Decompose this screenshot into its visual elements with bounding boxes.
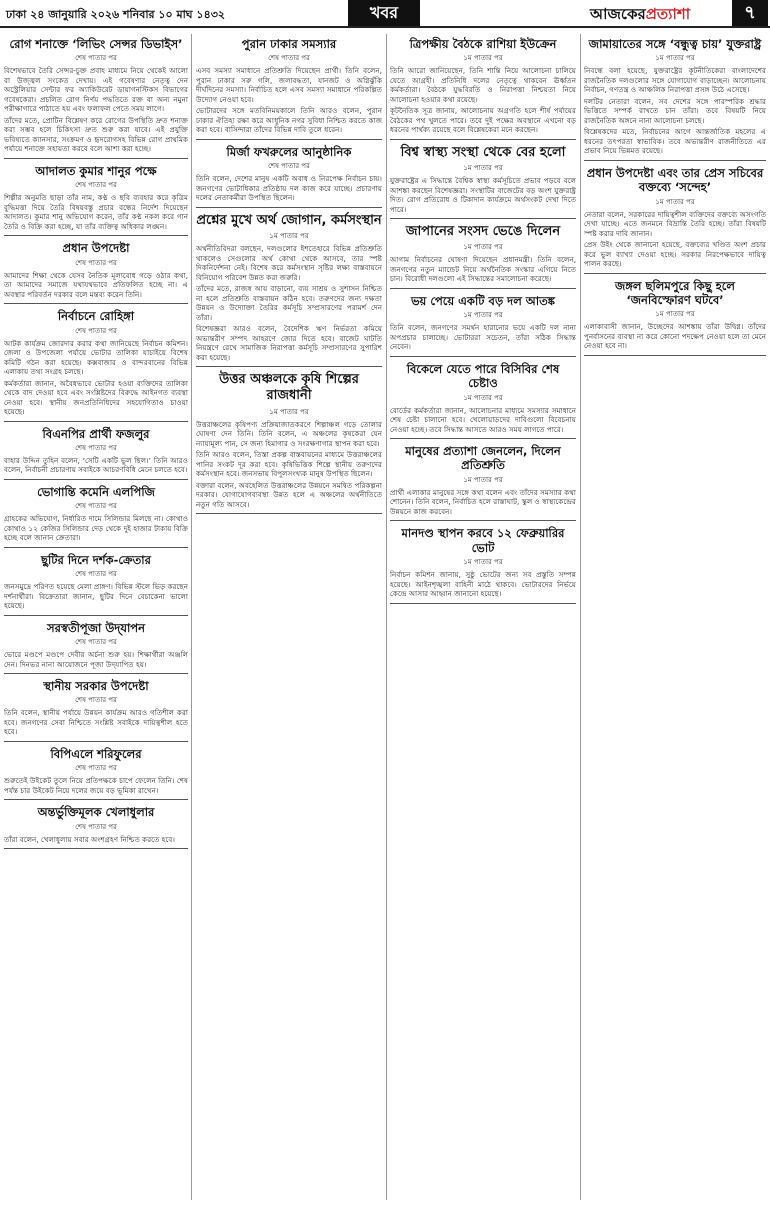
article-continuation-note: শেষ পাতার পর: [75, 570, 117, 579]
article-body: [196, 174, 382, 203]
article-paragraph: উত্তরাঞ্চলের কৃষিপণ্য প্রক্রিয়াজাতকরণে শিল্পাঞ্চল গড়ে তোলার ঘোষণা দেন তিনি। তিনি বলেন, এ অঞ্চলের কৃষকেরা যেন ন্যায্যমূল্য পান, সে জন্য হিমাগার ও সংরক্ষণাগার স্থাপন করা হবে।: [196, 419, 382, 448]
article-continuation-note: ১ম পাতার পর: [463, 393, 503, 402]
article-paragraph: আমাদের শিক্ষা থেকে যেসব নৈতিক মূল্যবোধ গড়ে ওঠার কথা, তা আমাদের সমাজে যথাযথভাবে প্রতিফলিত হচ্ছে না। এ অবস্থার পরিবর্তন দরকার বলে মন্তব্য করেন তিনি।: [4, 270, 188, 299]
article-body: [196, 244, 382, 362]
column-divider: [580, 34, 581, 1200]
article-headline: পুরান ঢাকার সমস্যার: [241, 37, 337, 51]
article-body: [390, 176, 576, 214]
article-divider: [390, 139, 576, 140]
article-headline: বিশ্ব স্বাস্থ্য সংস্থা থেকে বের হলো: [400, 144, 566, 160]
article-paragraph: কূটনৈতিক সূত্র জানায়, আলোচনায় অগ্রগতি হলে শীর্ষ পর্যায়ের বৈঠকের পথ খুলতে পারে। তবে দুই পক্ষের অবস্থানে এখনো বড় ধরনের পার্থক্য রয়েছে বলে বিশ্লেষকেরা মনে করছেন।: [390, 106, 576, 135]
article-body: [4, 456, 188, 475]
article: [4, 621, 188, 674]
column-3: [390, 34, 576, 1202]
article-paragraph: তিনি আরও বলেন, তিস্তা প্রকল্প বাস্তবায়নের মাধ্যমে উত্তরাঞ্চলের পানির সংকট দূর করা হবে। কৃষিভিত্তিক শিল্পে স্থানীয় তরুণদের কর্মসংস্থান হবে। জনসভায় বিপুলসংখ্যক মানুষ উপস্থিত ছিলেন।: [196, 450, 382, 478]
article-divider: [390, 288, 576, 289]
article: [584, 37, 766, 161]
article: [196, 372, 382, 514]
article-paragraph: কর্মকর্তারা জানান, অবৈধভাবে ভোটার হওয়া ব্যক্তিদের তালিকা থেকে বাদ দেওয়া হবে এবং সংশ্লিষ্টদের বিরুদ্ধে আইনগত ব্যবস্থা নেওয়া হবে। স্থানীয় জনপ্রতিনিধিদের সহযোগিতাও চাওয়া হয়েছে।: [4, 378, 188, 416]
article: [4, 747, 188, 800]
article-body: [4, 582, 188, 611]
article-paragraph: জনসমুদ্রে পরিণত হয়েছে মেলা প্রাঙ্গণ। বিভিন্ন স্টলে ভিড় করছেন দর্শনার্থীরা। বিক্রেতারা জানান, ছুটির দিনে বেচাকেনা ভালো হয়েছে।: [4, 582, 188, 611]
article-headline: বিকেলে যেতে পারে বিসিবির শেষ চেষ্টাও: [406, 361, 560, 391]
section-label: খবর: [348, 0, 420, 26]
article-paragraph: প্রার্থী এলাকার মানুষের সঙ্গে কথা বলেন এবং তাঁদের সমস্যার কথা শোনেন। তিনি বলেন, নির্বাচিত হলে রাস্তাঘাট, স্কুল ও স্বাস্থ্যকেন্দ্রের উন্নয়নে কাজ করবেন।: [390, 487, 576, 516]
article-headline: জাপানের সংসদ ভেঙে দিলেন: [405, 224, 561, 240]
article-headline: আদালত কুমার শানুর পক্ষে: [35, 163, 157, 178]
article-headline: মানুষের প্রত্যাশা জেনলেন, দিলেন প্রতিশ্রুতি: [405, 444, 561, 473]
article-continuation-note: শেষ পাতার পর: [75, 54, 117, 63]
article-paragraph: তিনি বলেন, জনগণের সমর্থন হারানোর ভয়ে একটি দল নানা অপপ্রচার চালাচ্ছে। ভোটাররা সচেতন, তাঁরা সঠিক সিদ্ধান্ত নেবেন।: [390, 323, 576, 352]
article-paragraph: প্রেস উইং থেকে জানানো হয়েছে, বক্তব্যের খণ্ডিত অংশ প্রচার করে ভুল ব্যাখ্যা দেওয়া হচ্ছে। সরকার নিরপেক্ষভাবে দায়িত্ব পালন করছে।: [584, 240, 766, 269]
article-paragraph: তিনি বলেন, দেশের মানুষ একটি অবাধ ও নিরপেক্ষ নির্বাচন চায়। জনগণের ভোটাধিকার প্রতিষ্ঠায় দল কাজ করে যাচ্ছে। প্রচারণায় দলের নেতাকর্মীরা উপস্থিত ছিলেন।: [196, 174, 382, 203]
article-paragraph: তিনি আরো জানিয়েছেন, তিনি শান্তি নিয়ে আলোচনা চালিয়ে যেতে আগ্রহী। প্রতিনিধি দলের নেতৃত্বে থাকবেন ঊর্ধ্বতন কর্মকর্তারা। বৈঠকে যুদ্ধবিরতি ও নিরাপত্তা নিশ্চয়তা নিয়ে আলোচনা হওয়ার কথা রয়েছে।: [390, 66, 576, 104]
article: [4, 164, 188, 236]
article: [390, 362, 576, 439]
article: [4, 553, 188, 616]
article-continuation-note: শেষ পাতার পর: [268, 54, 310, 63]
article-paragraph: তাঁদের মতে, রাজস্ব আয় বাড়ানো, ব্যয় সাশ্রয় ও সুশাসন নিশ্চিত না হলে প্রতিশ্রুতি বাস্তবায়ন কঠিন হবে। তরুণদের জন্য দক্ষতা উন্নয়ন ও উদ্যোক্তা তৈরির কর্মসূচি সম্প্রসারণের পরামর্শ দেন তাঁরা।: [196, 284, 382, 322]
article-paragraph: শিল্পীর অনুমতি ছাড়া তাঁর নাম, কণ্ঠ ও ছবি ব্যবহার করে কৃত্রিম বুদ্ধিমত্তা দিয়ে তৈরি বিষয়বস্তু প্রচার বন্ধের নির্দেশ দিয়েছেন আদালত। কুমার শানু অভিযোগ করেন, তাঁর কণ্ঠ নকল করে গান তৈরি ও বিক্রি করা হচ্ছে, যা তাঁর ব্যক্তিত্ব অধিকার লঙ্ঘন।: [4, 193, 188, 231]
article-divider: [390, 218, 576, 219]
article-body: [584, 66, 766, 156]
article-divider: [196, 366, 382, 367]
article-paragraph: দলটির নেতারা বলেন, সব দেশের সঙ্গে পারস্পরিক শ্রদ্ধার ভিত্তিতে সম্পর্ক রাখতে চান তাঁরা। তবে বিষয়টি নিয়ে রাজনৈতিক অঙ্গনে নানা আলোচনা চলছে।: [584, 96, 766, 125]
article-continuation-note: ১ম পাতার পর: [463, 558, 503, 566]
article-paragraph: বিশেষভাবে তৈরি সেন্সর-চুক্ত প্রবাহ মাধ্যমে নিয়ে থেকেই আলো বা উজ্জ্বল সংকেত দেখায়। এই গবেষণার নেতৃত্ব দেন অস্ট্রেলিয়ার সেন্টার ফর অ্যাকিউরেট ডায়াগনস্টিকস বিভাগের গবেষকেরা। প্রচলিত রোগ নির্ণয় পদ্ধতিতে রক্ত বা অন্য নমুনা পরীক্ষাগারে পাঠাতে হয় এবং ফলাফল পেতে সময় লাগে।: [4, 66, 188, 114]
article-continuation-note: শেষ পাতার পর: [75, 326, 117, 335]
article-paragraph: বিশেষজ্ঞরা আরও বলেন, বৈদেশিক ঋণ নির্ভরতা কমিয়ে অভ্যন্তরীণ সম্পদ আহরণে জোর দিতে হবে। বাজেট ঘাটতি নিয়ন্ত্রণে রেখে সামাজিক নিরাপত্তা কর্মসূচি সম্প্রসারণের সুপারিশ করা হয়েছে।: [196, 324, 382, 362]
article-body: [4, 66, 188, 154]
article-continuation-note: শেষ পাতার পর: [75, 181, 117, 190]
newspaper-logo: [590, 3, 690, 28]
article-body: [4, 708, 188, 737]
article-paragraph: তাঁরা বলেন, খেলাধুলায় সবার অংশগ্রহণ নিশ্চিত করতে হবে।: [4, 834, 175, 844]
article-headline: মির্জা ফখরুলের আনুষ্ঠানিক: [226, 144, 352, 159]
column-1: [4, 34, 188, 1202]
article-divider: [390, 603, 576, 604]
article-body: [4, 650, 188, 669]
article-continuation-note: ১ম পাতার পর: [655, 197, 695, 206]
article-continuation-note: শেষ পাতার পর: [75, 638, 117, 646]
article-continuation-note: শেষ পাতার পর: [75, 822, 117, 831]
article-divider: [4, 673, 188, 674]
article-continuation-note: ১ম পাতার পর: [463, 54, 503, 63]
article-paragraph: বক্তারা বলেন, অবহেলিত উত্তরাঞ্চলের উন্নয়নে সমন্বিত পরিকল্পনা দরকার। যোগাযোগব্যবস্থা উন্নত হলে এ অঞ্চলের অর্থনীতিতে নতুন গতি আসবে।: [196, 480, 382, 509]
article-headline: অন্তর্ভুক্তিমূলক খেলাধুলার: [37, 805, 155, 820]
article-divider: [390, 438, 576, 439]
article-paragraph: নির্বাচন কমিশন জানায়, সুষ্ঠু ভোটের জন্য সব প্রস্তুতি সম্পন্ন হয়েছে। আইনশৃঙ্খলা বাহিনী মাঠে থাকবে। ভোটারদের নির্ভয়ে কেন্দ্রে আসার আহ্বান জানানো হয়েছে।: [390, 570, 576, 598]
article-paragraph: শুরুতেই উইকেট তুলে নিয়ে প্রতিপক্ষকে চাপে ফেলেন তিনি। শেষ পর্যন্ত চার উইকেট নিয়ে দলের জয়ে বড় ভূমিকা রাখেন।: [4, 776, 188, 795]
article-body: [4, 193, 188, 231]
article-paragraph: বোর্ডের কর্মকর্তারা জানান, আলোচনার মাধ্যমে সমস্যার সমাধানে শেষ চেষ্টা চালানো হবে। খেলোয়াড়দের দাবিগুলো বিবেচনায় নেওয়া হচ্ছে। তবে সিদ্ধান্ত আসতে আরও সময় লাগতে পারে।: [390, 405, 576, 434]
article-paragraph: বাহার উদ্দিন তুহিন বলেন, ‘সেটি একটি ভুল ছিল।’ তিনি আরও বলেন, নির্বাচনী প্রচারণায় সবাইকে আচরণবিধি মেনে চলতে হবে।: [4, 455, 188, 475]
article: [4, 37, 188, 159]
article-body: [390, 255, 576, 284]
article-body: [584, 322, 766, 351]
article-headline: ভয় পেয়ে একটি বড় দল আতঙ্ক: [410, 293, 556, 308]
article-paragraph: যুক্তরাষ্ট্রের এ সিদ্ধান্তে বৈশ্বিক স্বাস্থ্য কর্মসূচিতে প্রভাব পড়বে বলে আশঙ্কা করছেন বিশেষজ্ঞরা। সংস্থাটির বাজেটের বড় অংশ যুক্তরাষ্ট্র দিত। রোগ প্রতিরোধ ও টিকাদান কার্যক্রমে অর্থসংকট দেখা দিতে পারে।: [390, 176, 576, 214]
article: [196, 145, 382, 208]
column-4: [584, 34, 766, 1202]
article-continuation-note: ১ম পাতার পর: [269, 232, 309, 240]
logo-part-1: আজকের: [590, 5, 646, 23]
article-headline: নির্বাচনে রোহিঙ্গা: [57, 309, 135, 324]
article-body: [4, 835, 188, 845]
column-2: [196, 34, 382, 1202]
article-headline: প্রশ্নের মুখে অর্থ জোগান, কর্মসংস্থান: [196, 212, 382, 228]
article: [4, 485, 188, 548]
article-paragraph: আগাম নির্বাচনের ঘোষণা দিয়েছেন প্রধানমন্ত্রী। তিনি বলেন, জনগণের নতুন ম্যান্ডেট নিয়ে অর্থনৈতিক সংস্কার এগিয়ে নিতে চান। বিরোধী দলগুলো এই সিদ্ধান্তের সমালোচনা করেছে।: [390, 255, 576, 284]
article-continuation-note: ১ম পাতার পর: [463, 243, 503, 252]
article-body: [390, 323, 576, 352]
article-headline: বিপিএলে শরিফুলের: [50, 746, 142, 761]
article-body: [196, 420, 382, 510]
article-headline: প্রধান উপদেষ্টা: [62, 241, 130, 256]
article-continuation-note: ১ম পাতার পর: [269, 407, 309, 416]
article-body: [390, 570, 576, 599]
article: [584, 166, 766, 274]
article-divider: [584, 160, 766, 161]
article-continuation-note: শেষ পাতার পর: [75, 258, 117, 267]
article-paragraph: ভোটারদের সঙ্গে মতবিনিময়কালে তিনি আরও বলেন, পুরান ঢাকার ঐতিহ্য রক্ষা করে আধুনিক নগর সুবিধা নিশ্চিত করতে কাজ করা হবে। বাসিন্দারা তাঁদের বিভিন্ন দাবি তুলে ধরেন।: [196, 106, 382, 135]
article-headline: ত্রিপক্ষীয় বৈঠকে রাশিয়া ইউক্রেন: [409, 37, 557, 51]
article-continuation-note: শেষ পাতার পর: [268, 162, 310, 171]
article-headline: স্থানীয় সরকার উপদেষ্টা: [43, 679, 149, 693]
article: [4, 805, 188, 849]
article: [390, 145, 576, 219]
article-paragraph: নেতারা বলেন, সরকারের দায়িত্বশীল ব্যক্তিদের বক্তব্যে অসংগতি দেখা যাচ্ছে। এতে জনমনে বিভ্রান্তি তৈরি হচ্ছে। তাঁরা বিষয়টি স্পষ্ট করার দাবি জানান।: [584, 209, 766, 238]
article-paragraph: নিবন্ধে বলা হয়েছে, যুক্তরাষ্ট্রের কূটনীতিকেরা বাংলাদেশের রাজনৈতিক দলগুলোর সঙ্গে যোগাযোগ বাড়াচ্ছেন। আলোচনায় নির্বাচন, গণতন্ত্র ও আঞ্চলিক নিরাপত্তা প্রসঙ্গ উঠে এসেছে।: [584, 66, 766, 95]
article-divider: [584, 355, 766, 356]
article-paragraph: আটক কার্যক্রম জোরদার করার কথা জানিয়েছে নির্বাচন কমিশন। জেলা ও উপজেলা পর্যায়ে ভোটার তালিকা যাচাইয়ে বিশেষ কমিটি গঠন করা হয়েছে। কক্সবাজার ও বান্দরবানের বিভিন্ন এলাকায় তথ্য সংগ্রহ চলছে।: [4, 338, 188, 376]
article-headline: উত্তর অঞ্চলকে কৃষি শিল্পের রাজধানী: [219, 372, 359, 404]
article-body: [196, 66, 382, 135]
article-body: [4, 776, 188, 795]
article-divider: [196, 207, 382, 208]
article-paragraph: ভোরে মণ্ডপে মণ্ডপে দেবীর অর্চনা শুরু হয়। শিক্ষার্থীরা অঞ্জলি দেন। দিনভর নানা আয়োজনে পূজা উদ্‌যাপিত হয়।: [4, 650, 188, 669]
column-divider: [386, 34, 387, 1200]
article-continuation-note: ১ম পাতার পর: [655, 310, 695, 319]
article: [390, 444, 576, 521]
article-divider: [584, 273, 766, 274]
article-headline: জঙ্গল ছলিমপুরে কিছু হলে ‘জনবিস্ফোরণ ঘটবে’: [615, 278, 735, 307]
article: [4, 241, 188, 304]
article: [390, 294, 576, 357]
article-headline: বিএনপির প্রার্থী ফজলুর: [42, 426, 150, 441]
article-divider: [4, 421, 188, 422]
article-divider: [4, 848, 188, 849]
article-body: [584, 210, 766, 269]
page-header: [0, 0, 770, 28]
article: [196, 37, 382, 140]
article-continuation-note: ১ম পাতার পর: [463, 311, 503, 320]
article-divider: [4, 158, 188, 159]
article: [4, 679, 188, 742]
article-continuation-note: শেষ পাতার পর: [75, 502, 117, 511]
article-headline: জামায়াতের সঙ্গে ‘বন্ধুত্ব চায়’ যুক্তরাষ্ট্র: [588, 37, 762, 51]
article-divider: [4, 615, 188, 616]
article-paragraph: গ্রাহকের অভিযোগ, নির্ধারিত দামে সিলিন্ডার মিলছে না। কোথাও কোথাও ১২ কেজির সিলিন্ডার দেড় থেকে দুই হাজার টাকায় বিক্রি হচ্ছে বলে জানান ক্রেতারা।: [4, 514, 188, 543]
page-number: ৭: [732, 0, 768, 26]
article-body: [4, 271, 188, 300]
article-headline: প্রধান উপদেষ্টা এবং তার প্রেস সচিবের বক্তব্যে ‘সন্দেহ’: [586, 165, 764, 195]
article-headline: মানদণ্ড স্থাপন করবে ১২ ফেব্রুয়ারির ভোট: [401, 526, 565, 555]
article-body: [390, 406, 576, 435]
article-paragraph: বিশ্লেষকদের মতে, নির্বাচনের আগে আন্তর্জাতিক মহলের এ ধরনের তৎপরতা স্বাভাবিক। তবে অভ্যন্তরীণ রাজনীতিতে এর প্রভাব নিয়ে ভিন্নমত রয়েছে।: [584, 127, 766, 156]
article-divider: [4, 799, 188, 800]
article-paragraph: এসব সমস্যা সমাধানে প্রতিশ্রুতি দিয়েছেন প্রার্থী। তিনি বলেন, পুরান ঢাকার সরু গলি, জলাবদ্ধতা, যানজট ও অগ্নিঝুঁকি দীর্ঘদিনের সমস্যা। নির্বাচিত হলে এসব সমস্যা সমাধানে পরিকল্পিত উদ্যোগ নেওয়া হবে।: [196, 66, 382, 104]
article-body: [4, 514, 188, 543]
article-continuation-note: ১ম পাতার পর: [655, 54, 695, 63]
article: [4, 309, 188, 421]
article-divider: [4, 235, 188, 236]
article-continuation-note: ১ম পাতার পর: [463, 475, 503, 484]
article-divider: [196, 139, 382, 140]
article: [390, 224, 576, 289]
article-body: [4, 339, 188, 417]
article-headline: ভোগান্তি কমেনি এলপিজি: [37, 484, 155, 499]
article-divider: [390, 520, 576, 521]
article-divider: [4, 479, 188, 480]
article: [390, 526, 576, 603]
article: [584, 279, 766, 356]
article-divider: [196, 513, 382, 514]
article-headline: ছুটির দিনে দর্শক-ক্রেতার: [41, 552, 151, 567]
article-continuation-note: ১ম পাতার পর: [463, 164, 503, 173]
article-body: [390, 66, 576, 135]
article-continuation-note: শেষ পাতার পর: [75, 764, 117, 773]
article-headline: সরস্বতীপূজা উদ্‌যাপন: [47, 620, 145, 635]
article-headline: রোগ শনাক্তে ‘লিভিং সেন্সর ডিভাইস’: [9, 37, 183, 51]
article-paragraph: অর্থনীতিবিদরা বলছেন, দলগুলোর ইশতেহারে বিভিন্ন প্রতিশ্রুতি থাকলেও সেগুলোর অর্থ কোথা থেকে আসবে, তার স্পষ্ট দিকনির্দেশনা নেই। বিশেষ করে কর্মসংস্থান সৃষ্টির লক্ষ্য বাস্তবায়নে বিনিয়োগ পরিবেশ উন্নত করা জরুরি।: [196, 244, 382, 282]
article: [4, 427, 188, 480]
column-divider: [191, 34, 192, 1200]
article-paragraph: তিনি বলেন, স্থানীয় পর্যায়ে উন্নয়ন কার্যক্রম আরও গতিশীল করা হবে। জনগণের সেবা নিশ্চিতে সংশ্লিষ্ট সবাইকে দায়িত্বশীল হতে হবে।: [4, 708, 188, 737]
article-continuation-note: শেষ পাতার পর: [75, 443, 117, 452]
article: [196, 213, 382, 367]
article-divider: [4, 741, 188, 742]
article-paragraph: এলাকাবাসী জানান, উচ্ছেদের আশঙ্কায় তাঁরা উদ্বিগ্ন। তাঁদের পুনর্বাসনের ব্যবস্থা না করে কোনো পদক্ষেপ নেওয়া হলে তা মেনে নেওয়া হবে না।: [584, 322, 766, 351]
article: [390, 37, 576, 140]
article-body: [390, 488, 576, 517]
article-divider: [4, 547, 188, 548]
article-divider: [390, 356, 576, 357]
article-paragraph: তাঁদের মতে, প্রোটিন বিশ্লেষণ করে রোগের উপস্থিতি দ্রুত শনাক্ত করা সম্ভব হলে চিকিৎসা দ্রুত শুরু করা যাবে। এই প্রযুক্তি ভবিষ্যতে ক্যানসার, সংক্রমণ ও হৃদরোগসহ বিভিন্ন রোগ প্রাথমিক পর্যায়ে শনাক্তে সহায়তা করবে বলে আশা করা হচ্ছে।: [4, 115, 188, 154]
article-divider: [4, 303, 188, 304]
article-continuation-note: শেষ পাতার পর: [75, 696, 117, 705]
logo-part-2: প্রত্যাশা: [645, 5, 691, 23]
issue-date: ঢাকা ২৪ জানুয়ারি ২০২৬ শনিবার ১০ মাঘ ১৪৩২: [6, 8, 226, 21]
